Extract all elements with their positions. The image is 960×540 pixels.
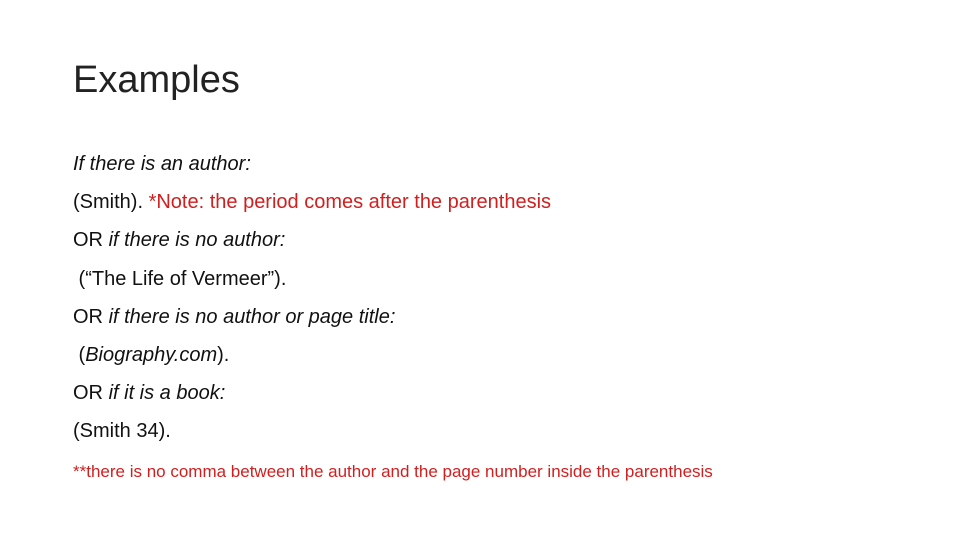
close-paren: ). (217, 344, 230, 367)
or-label: OR (73, 305, 109, 328)
open-paren: ( (73, 344, 86, 367)
book-example: (Smith 34). (73, 420, 171, 443)
no-author-example: (“The Life of Vermeer”). (73, 267, 287, 290)
website-name: Biography.com (85, 344, 218, 367)
period-note: *Note: the period comes after the parenthesis (148, 191, 552, 214)
or-label: OR (73, 382, 109, 405)
book-condition: if it is a book: (108, 382, 226, 405)
or-label: OR (73, 229, 109, 252)
comma-footnote: **there is no comma between the author and the page number inside the parenthesis (73, 461, 713, 481)
no-author-condition: if there is no author: (108, 229, 286, 252)
slide-title: Examples (73, 59, 240, 101)
author-case-example (73, 183, 933, 221)
no-author-no-title-condition: if there is no author or page title: (108, 305, 396, 328)
author-case-heading: If there is an author: (73, 153, 251, 175)
no-author-no-title-heading (73, 298, 933, 336)
website-example (73, 336, 933, 374)
no-author-heading (73, 221, 933, 259)
book-heading (73, 374, 933, 412)
slide-body (73, 145, 933, 484)
author-example-citation: (Smith). (73, 191, 149, 214)
